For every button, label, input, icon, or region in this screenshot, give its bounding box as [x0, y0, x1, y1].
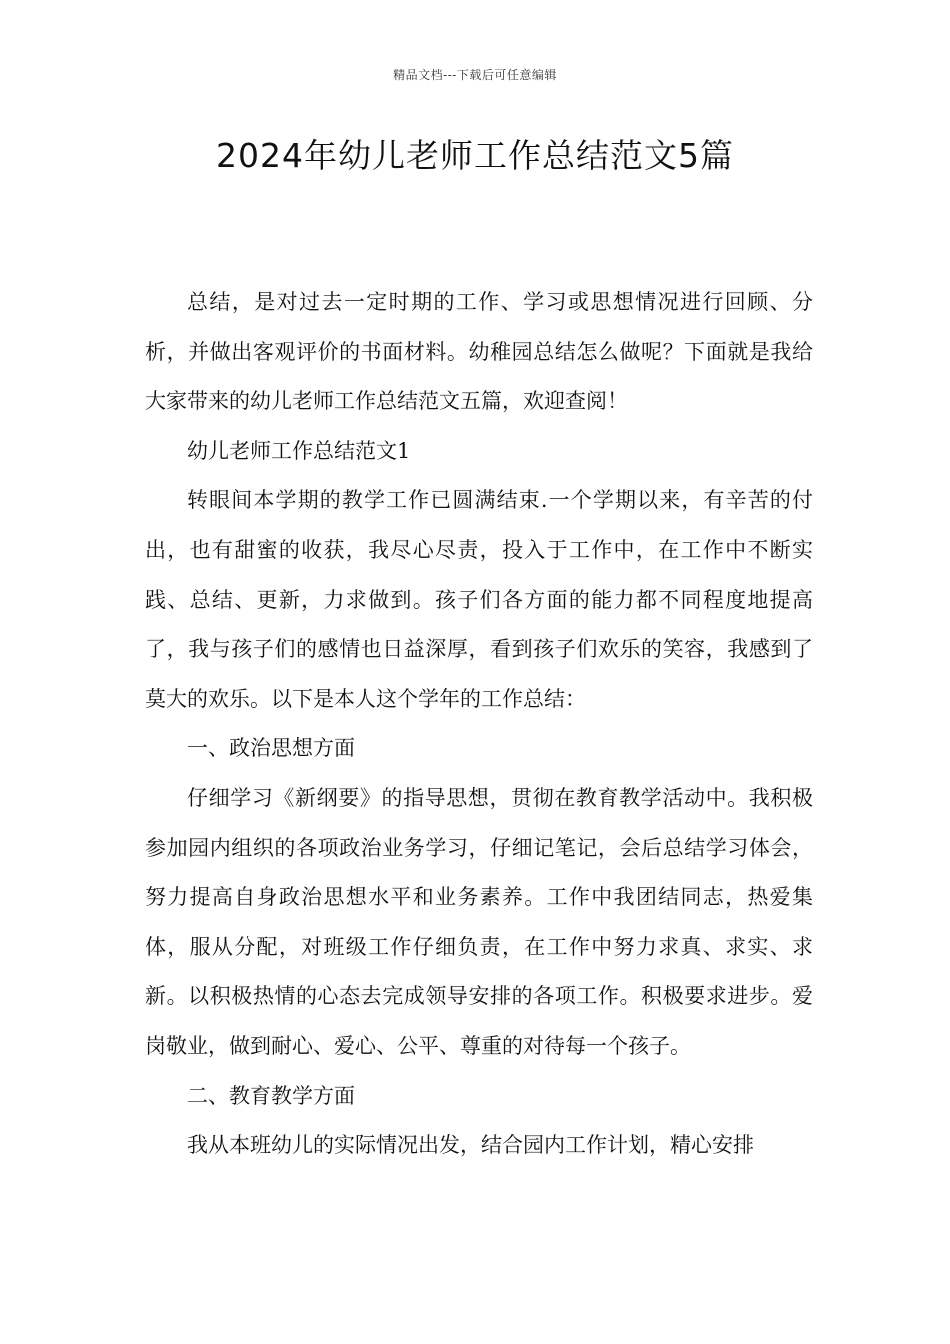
document-title: 2024年幼儿老师工作总结范文5篇 — [216, 136, 734, 175]
header-note: 精品文档---下载后可任意编辑 — [393, 68, 557, 82]
essay-1-opening-paragraph: 转眼间本学期的教学工作已圆满结束.一个学期以来，有辛苦的付出，也有甜蜜的收获，我尽心尽责，投入于工作中，在工作中不断实践、总结、更新，力求做到。孩子们各方面的能力都不同程度地提高了，我与孩子们的感情也日益深厚，看到孩子们欢乐的笑容，我感到了莫大的欢乐。以下是本人这个学年的工作总结： — [145, 488, 813, 711]
teaching-paragraph: 我从本班幼儿的实际情况出发，结合园内工作计划，精心安排 — [187, 1133, 754, 1158]
section-heading-political: 一、政治思想方面 — [187, 736, 355, 761]
section-title-essay-1: 幼儿老师工作总结范文1 — [187, 438, 411, 463]
political-paragraph: 仔细学习《新纲要》的指导思想，贯彻在教育教学活动中。我积极参加园内组织的各项政治业务学习，仔细记笔记，会后总结学习体会，努力提高自身政治思想水平和业务素养。工作中我团结同志，热爱集体，服从分配，对班级工作仔细负责，在工作中努力求真、求实、求新。以积极热情的心态去完成领导安排的各项工作。积极要求进步。爱岗敬业，做到耐心、爱心、公平、尊重的对待每一个孩子。 — [145, 785, 813, 1058]
document-body — [145, 278, 813, 1171]
section-heading-teaching: 二、教育教学方面 — [187, 1083, 355, 1108]
intro-paragraph: 总结，是对过去一定时期的工作、学习或思想情况进行回顾、分析，并做出客观评价的书面材料。幼稚园总结怎么做呢？下面就是我给大家带来的幼儿老师工作总结范文五篇，欢迎查阅！ — [145, 290, 813, 414]
